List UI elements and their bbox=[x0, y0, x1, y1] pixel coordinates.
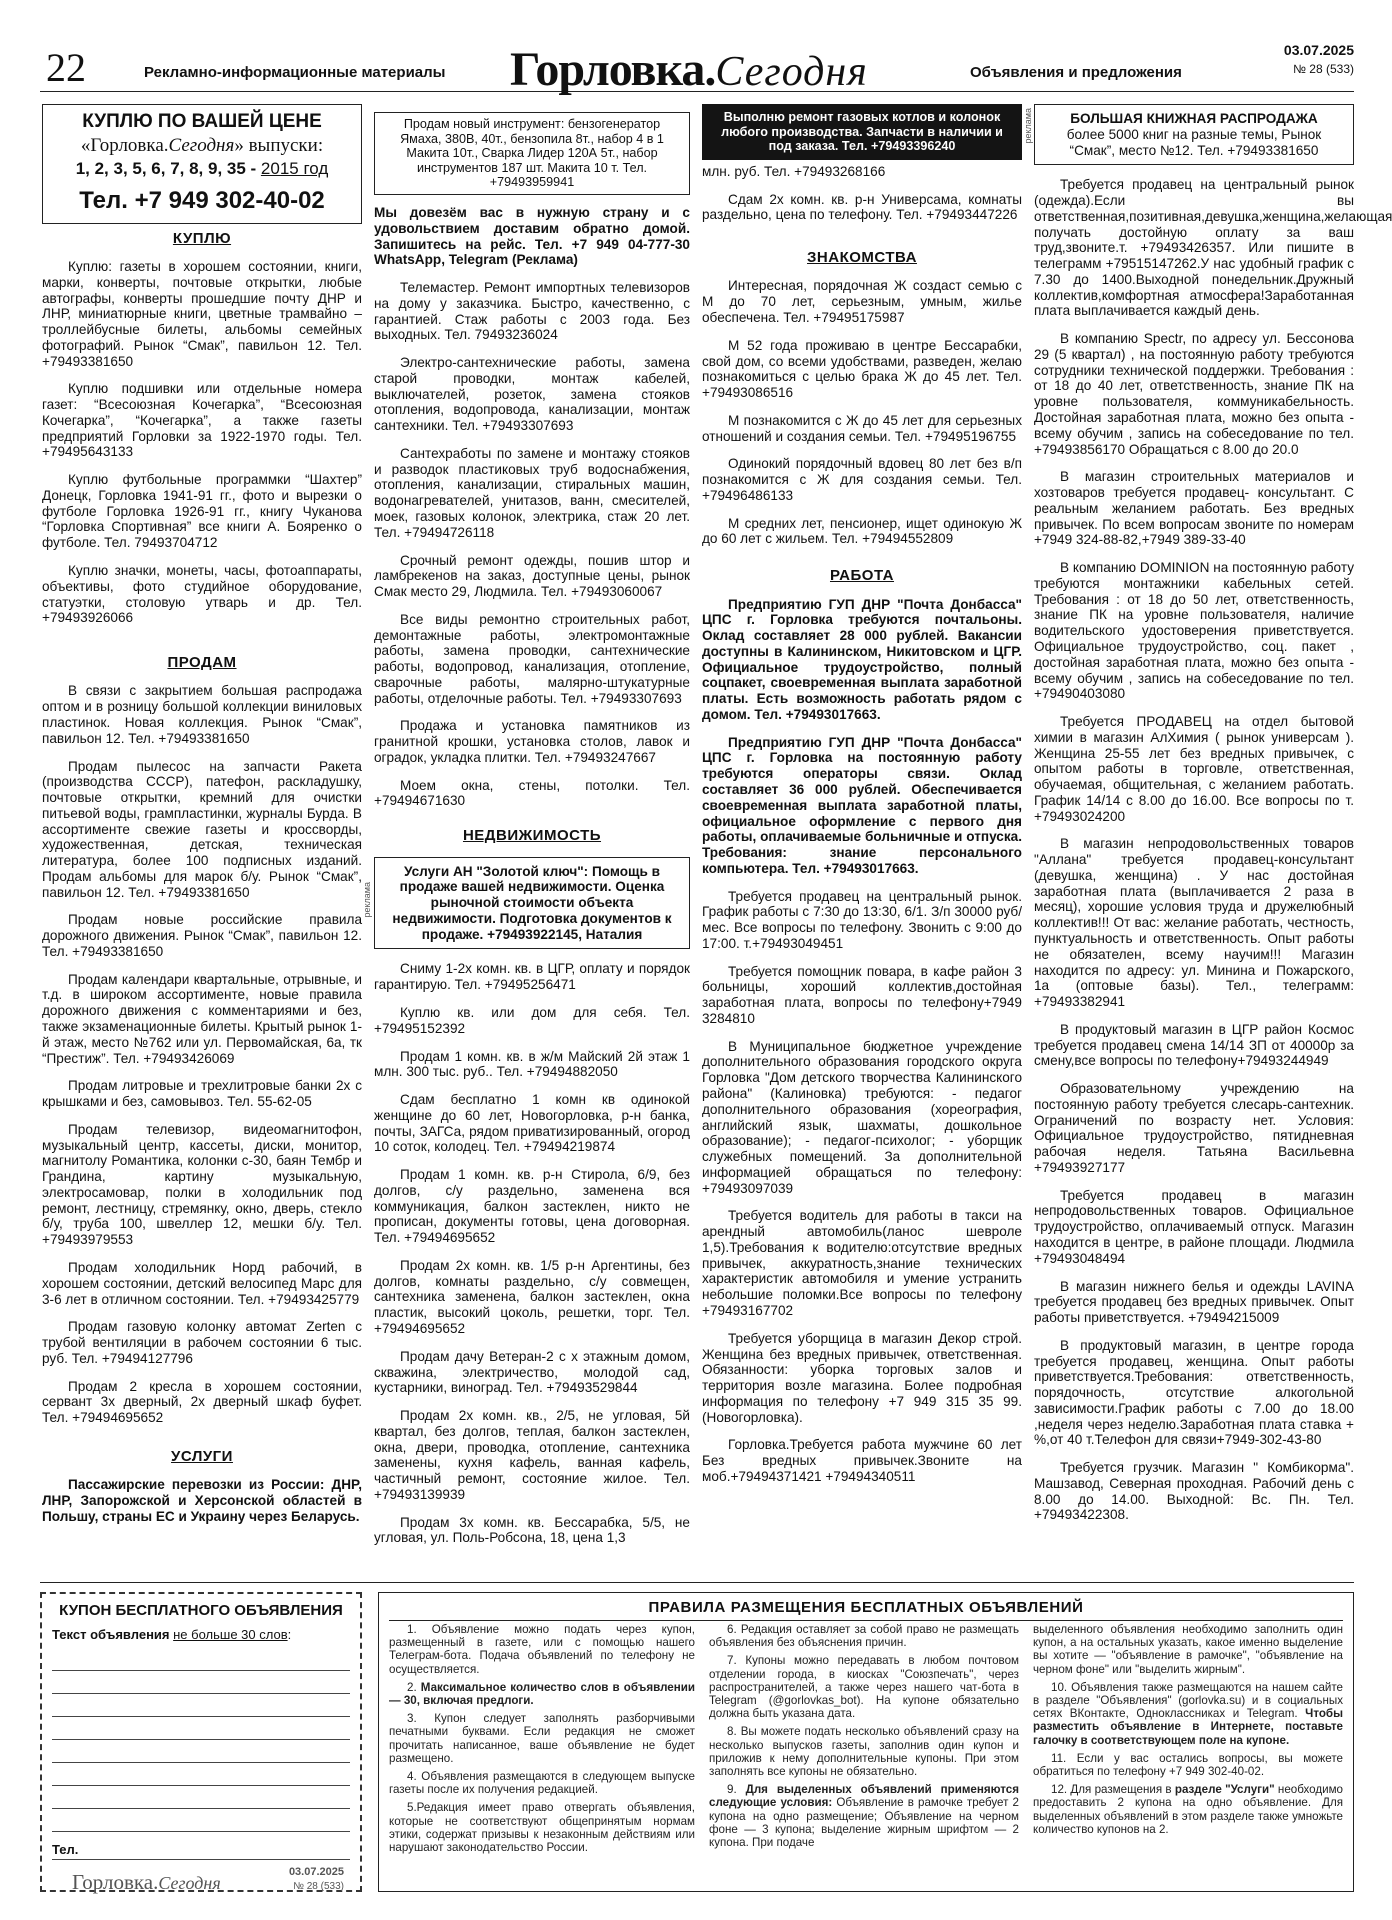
book-sale-text: более 5000 книг на разные темы, Рынок “Смак”, место №12. Тел. +79493381650 bbox=[1066, 126, 1322, 158]
ad-box-books bbox=[1034, 104, 1354, 165]
book-sale-title: БОЛЬШАЯ КНИЖНАЯ РАСПРОДАЖА bbox=[1070, 111, 1318, 126]
issue-date: 03.07.2025 bbox=[1283, 42, 1354, 58]
list-item: Образовательному учреждению на постоянную работу требуется слесарь-сантехник. Ограничений по возрасту нет. Условия: Официальное трудоустройство, пятидневная рабочая неделя. Татьяна Васильевна +79493927177 bbox=[1034, 1081, 1354, 1175]
coupon-text-lines[interactable] bbox=[52, 1648, 350, 1832]
coupon-line[interactable] bbox=[52, 1717, 350, 1740]
column-1 bbox=[42, 104, 362, 1537]
list-item: Предприятию ГУП ДНР "Почта Донбасса" ЦПС г. Горловка требуются почтальоны. Оклад составляет 28 000 рублей. Вакансии доступны в Калининском, Никитовском и ЦГР. Официальное трудоустройство, полный соцпакет, своевременная выплата заработной платы. Есть возможность работать рядом с домом. Тел. +79493017663. bbox=[702, 596, 1022, 722]
page-header bbox=[40, 40, 1354, 96]
buy-box-phone: Тел. +7 949 302-40-02 bbox=[79, 186, 325, 214]
bottom-divider bbox=[40, 1582, 1354, 1583]
page-number: 22 bbox=[46, 45, 86, 90]
logo-script: Сегодня bbox=[715, 49, 868, 95]
section-title-work: РАБОТА bbox=[829, 567, 895, 585]
list-item: Требуется продавец на центральный рынок (одежда).Если вы ответственная,позитивная,девушка,женщина,желающая получать достойную оплату за ваш труд,звоните.т. +79493426357. Или пишите в телеграмм +79515147262.У нас удобный график с 7.30 до 1400.Выходной понедельник.Дружный коллектив,комфортная атмосфера!Заработанная плата выплачивается каждый день. bbox=[1034, 177, 1392, 319]
newspaper-logo bbox=[510, 43, 868, 96]
rule-item: 4. Объявления размещаются в следующем выпуске газеты после их получения редакцией. bbox=[389, 1770, 695, 1797]
list-item: Сантехработы по замене и монтажу стояков и разводок пластиковых труб водоснабжения, отопления, канализации, стиральных машин, водонагревателей, унитазов, ванн, смесителей, моек, газовых колонок, электрика, стаж 20 лет. Тел. +79494726118 bbox=[374, 445, 690, 540]
ad-box-realty: Услуги АН "Золотой ключ": Помощь в продаже вашей недвижимости. Оценка рыночной стоимости объекта недвижимости. Подготовка документов к продаже. +79493922145, Наталия bbox=[374, 857, 690, 950]
list-item: В продуктовый магазин, в центре города требуется продавец, женщина. Опыт работы приветствуется.Требования: ответственность, порядочность, отсутствие алкогольной зависимости.График работы с 7.00 до 18.00 ,неделя через неделю.Заработная плата ставка + %,от 40 т.Телефон для связи+7949-302-43-80 bbox=[1034, 1337, 1354, 1448]
list-item: Требуется помощник повара, в кафе район 3 больницы, хороший коллектив,достойная заработная плата, вопросы по телефону+7949 3284810 bbox=[702, 963, 1022, 1026]
list-item: М средних лет, пенсионер, ищет одинокую Ж до 60 лет с жильем. Тел. +79494552809 bbox=[702, 515, 1022, 547]
rule-item: 8. Вы можете подать несколько объявлений сразу на несколько выпусков газеты, заполнив один купон и приложив к нему дополнительные купоны. При этом заполнять все купоны не обязательно. bbox=[709, 1725, 1019, 1779]
column-2 bbox=[374, 104, 690, 1558]
list-item: Сдам 2х комн. кв. р-н Универсама, комнаты раздельно, цена по телефону. Тел. +79493447226 bbox=[702, 191, 1022, 223]
buy-issues-box bbox=[42, 104, 362, 224]
rules-column-3 bbox=[1033, 1623, 1343, 1841]
coupon-logo: Горловка.Сегодня bbox=[72, 1870, 221, 1894]
list-item: Куплю значки, монеты, часы, фотоаппараты, объективы, фото студийное оборудование, статуэтки, столовую утварь и др. Тел. +79493926066 bbox=[42, 563, 362, 626]
list-item: М 52 года проживаю в центре Бессарабки, свой дом, со всеми удобствами, разведен, желаю познакомиться с целью брака Ж до 45 лет. Тел. +79493086516 bbox=[702, 337, 1022, 401]
list-item: В продуктовый магазин в ЦГР район Космос требуется продавец смена 14/14 ЗП от 40000р за смену,все вопросы по телефону+79493244949 bbox=[1034, 1021, 1354, 1069]
list-item: Продам 2х комн. кв. 1/5 р-н Аргентины, без долгов, комнаты раздельно, с/у совмещен, сантехника заменена, балкон застеклен, окна пластик, высокий цоколь, решетки, торг. Тел. +79494695652 bbox=[374, 1257, 690, 1336]
coupon-issue: № 28 (533) bbox=[293, 1881, 344, 1892]
list-item: В компанию DOMINION на постоянную работу требуются монтажники кабельных сетей. Требования : от 18 до 50 лет, ответственность, знание ПК на уровне пользователя, наличие водительского удостоверения приветствуется. Официальное трудоустройство, соц. пакет , достойная заработная плата, можно без опыта - всему обучим , запись на собеседование по тел. +79490403080 bbox=[1034, 560, 1354, 702]
section-title-services: УСЛУГИ bbox=[171, 1447, 233, 1465]
list-item: Требуется продавец на центральный рынок. График работы с 7:30 до 13:30, 6/1. З/п 30000 руб/ мес. Все вопросы по телефону. Звонить с 9:00 до 17:00. т.+79493049451 bbox=[702, 888, 1022, 951]
rule-item: 6. Редакция оставляет за собой право не размещать объявления без объяснения причин. bbox=[709, 1623, 1019, 1650]
list-item: Сниму 1-2х комн. кв. в ЦГР, оплату и порядок гарантирую. Тел. +79495256471 bbox=[374, 961, 690, 993]
list-item: Продам телевизор, видеомагнитофон, музыкальный центр, кассеты, диски, монитор, магнитолу Романтика, колонки с-30, баян Тембр и Грандина, картину музыкальную, электросамовар, полки в холодильник под ремонт, лестницу, стремянку, окно, дверь, стекло б/у, труба 100, швеллер 12, мешки б/у. Тел. +79493979553 bbox=[42, 1121, 362, 1248]
coupon-phone-field[interactable]: Тел. bbox=[52, 1842, 350, 1860]
logo-main: Горловка. bbox=[510, 43, 716, 96]
coupon-line[interactable] bbox=[52, 1740, 350, 1763]
list-item: В магазин строительных материалов и хозтоваров требуется продавец- консультант. С реальным желанием работать. Без вредных привычек. По всем вопросам звоните по номерам +7949 324-88-82,+7949 389-33-40 bbox=[1034, 469, 1354, 548]
list-item: Продам пылесос на запчасти Ракета (производства СССР), патефон, раскладушку, почтовые открытки, кремний для очистки питьевой воды, грампластинки, журналы Бурда. В ассортименте свежие газеты и кроссворды, художественная, детская, техническая литература, более 100 подписных изданий. Продам альбомы для марок б/у. Рынок “Смак”, павильон 12. Тел. +79493381650 bbox=[42, 758, 362, 900]
list-item: Продам холодильник Норд рабочий, в хорошем состоянии, детский велосипед Марс для 3-6 лет в отличном состоянии. Тел. +79493425779 bbox=[42, 1259, 362, 1307]
list-item: Продам 2 кресла в хорошем состоянии, сервант 3х дверный, 2х дверный шкаф буфет. Тел. +79494695652 bbox=[42, 1378, 362, 1426]
list-item: Продам 1 комн. кв. р-н Стирола, 6/9, без долгов, с/у раздельно, заменена вся коммуникация, балкон застеклен, никто не прописан, документы готовы, цена договорная. Тел. +79494695652 bbox=[374, 1167, 690, 1246]
list-item: В компанию Spectr, по адресу ул. Бессонова 29 (5 квартал) , на постоянную работу требуются сотрудники технической поддержки. Требования : от 18 до 40 лет, ответственность, знание ПК на уровне пользователя, коммуникабельность. Достойная заработная плата, можно без опыта - всему обучим , запись на собеседование по тел. +79493856170 Обращаться с 8.00 до 20.0 bbox=[1034, 331, 1354, 457]
list-item: В магазин непродовольственных товаров "Аллана" требуется продавец-консультант (девушка, женщина) . У нас достойная заработная плата (выплачивается 2 раза в месяц), хорошие условия труда и дружелюбный коллектив!!! От вас: желание работать, честность, пунктуальность и ответственность. Опыт работы не обязателен, всему научим!!! Магазин находится по адресу: ул. Минина и Пожарского, 1а (оптовые базы). Тел., телеграмм: +79493382941 bbox=[1034, 836, 1354, 1010]
coupon-line[interactable] bbox=[52, 1786, 350, 1809]
ad-box-gas-repair: Выполню ремонт газовых котлов и колонок любого производства. Запчасти в наличии и под заказа. Тел. +79493396240 bbox=[702, 104, 1022, 160]
buy-box-title: КУПЛЮ ПО ВАШЕЙ ЦЕНЕ bbox=[82, 111, 322, 132]
list-item: Продам 2х комн. кв., 2/5, не угловая, 5й квартал, без долгов, теплая, балкон застеклен, окна, двери, проводка, отопление, сантехника заменены, кухня кафель, ванная кафель, частичный ремонт, состояние жилое. Тел. +79493139939 bbox=[374, 1408, 690, 1502]
buy-box-issues: 1, 2, 3, 5, 6, 7, 8, 9, 35 - 2015 год bbox=[75, 159, 329, 179]
list-item: Интересная, порядочная Ж создаст семью с М до 70 лет, серьезным, умным, жилье обеспечена. Тел. +79495175987 bbox=[702, 278, 1022, 325]
coupon-line[interactable] bbox=[52, 1694, 350, 1717]
list-item: Продам 1 комн. кв. в ж/м Майский 2й этаж 1 млн. 300 тыс. руб.. Тел. +79494882050 bbox=[374, 1048, 690, 1080]
rule-item: 12. Для размещения в разделе "Услуги" необходимо предоставить 2 купона на одно объявление. Для выделенных объявлений в этом разделе также умножьте количество купонов на 2. bbox=[1033, 1783, 1343, 1836]
rule-item: 3. Купон следует заполнять разборчивыми печатными буквами. Если редакция не сможет прочитать написанное, ваше объявление не будет размещено. bbox=[389, 1712, 695, 1765]
issue-number: № 28 (533) bbox=[1293, 62, 1354, 76]
coupon-text-label: Текст объявления не больше 30 слов: bbox=[52, 1627, 292, 1642]
free-ad-coupon[interactable] bbox=[40, 1592, 362, 1892]
rules-column-1 bbox=[389, 1623, 695, 1859]
section-title-sell: ПРОДАМ bbox=[167, 654, 237, 672]
column-4 bbox=[1034, 104, 1392, 1535]
coupon-line[interactable] bbox=[52, 1763, 350, 1786]
rule-item: выделенного объявления необходимо заполнить один купон, а на остальных указать, какое именно выделение вы хотите — "объявление в рамочке", "объявление на черном фоне" или "выделить жирным". bbox=[1033, 1623, 1343, 1676]
coupon-title: КУПОН БЕСПЛАТНОГО ОБЪЯВЛЕНИЯ bbox=[59, 1602, 343, 1619]
list-item: Все виды ремонтно строительных работ, демонтажные работы, электромонтажные работы, замена проводки, сантехнические работы, водопровод, канализация, отопление, сварочные работы, малярно-штукатурные работы, отделочные работы. Тел. +79493307693 bbox=[374, 611, 690, 706]
list-item: Срочный ремонт одежды, пошив штор и ламбрекенов на заказ, доступные цены, рынок Смак место 29, Людмила. Тел. +79493060067 bbox=[374, 552, 690, 600]
list-item: Сдам бесплатно 1 комн кв одинокой женщине до 60 лет, Новогорловка, р-н банка, почты, ЗАГСа, рядом приватизированный, огород 10 соток, колодец. Тел. +79494219874 bbox=[374, 1092, 690, 1155]
list-item: Куплю подшивки или отдельные номера газет: “Всесоюзная Кочегарка”, “Всесоюзная Кочегарка”, “Кочегарка”, а также газеты предприятий Горловки за 1922-1970 годы. Тел. +79495643133 bbox=[42, 381, 362, 460]
buy-box-subtitle: «Горловка.Сегодня» выпуски: bbox=[80, 135, 324, 157]
rule-item: 7. Купоны можно передавать в любом почтовом отделении города, в киосках "Союзпечать", через распространителей, а также через нашего чат-бота в Telegram (@gorlovkas_bot). На купоне обязательно должна быть указана дата. bbox=[709, 1654, 1019, 1721]
list-item: Продам газовую колонку автомат Zerten с трубой вентиляции в рабочем состоянии 6 тыс. руб. Тел. +79494127796 bbox=[42, 1319, 362, 1366]
list-item: млн. руб. Тел. +79493268166 bbox=[702, 163, 886, 179]
list-item: Мы довезём вас в нужную страну и с удовольствием доставим обратно домой. Запишитесь на рейс. Тел. +7 949 04-777-30 WhatsApp, Telegram (Реклама) bbox=[374, 204, 690, 268]
list-item: Куплю: газеты в хорошем состоянии, книги, марки, конверты, почтовые открытки, любые автографы, конверты прошедшие почту ДНР и ЛНР, миниатюрные книги, цветные трамвайно – троллейбусные билеты, альбомы семейных фотографий. Рынок “Смак”, павильон 12. Тел. +79493381650 bbox=[42, 259, 362, 369]
rule-item: 5.Редакция имеет право отвергать объявления, которые не соответствуют общепринятым нормам этики, содержат призывы к незаконным действиям или нарушают законодательство России. bbox=[389, 1801, 695, 1855]
section-title-buy: КУПЛЮ bbox=[172, 229, 232, 247]
list-item: Продажа и установка памятников из гранитной крошки, установка столов, лавок и оградок, укладка плитки. Тел. +79493247667 bbox=[374, 718, 690, 765]
list-item: Телемастер. Ремонт импортных телевизоров на дому у заказчика. Быстро, качественно, с гарантией. Стаж работы с 2003 года. Без выходных. Тел. 79493236024 bbox=[374, 280, 690, 343]
list-item: Горловка.Требуется работа мужчине 60 лет Без вредных привычек.Звоните на моб.+79494371421 +79494340511 bbox=[702, 1437, 1022, 1484]
list-item: Куплю футбольные программки “Шахтер” Донецк, Горловка 1941-91 гг., фото и вырезки о футболе Горловка 1926-91 гг., книгу Чуканова “Горловка Спортивная” все книги А. Бояренко о футболе. Тел. 79493704712 bbox=[42, 472, 362, 551]
list-item: Моем окна, стены, потолки. Тел. +79494671630 bbox=[374, 777, 690, 809]
coupon-date: 03.07.2025 bbox=[288, 1866, 344, 1878]
list-item: Требуется продавец в магазин непродовольственных товаров. Официальное трудоустройство, оплачиваемый отпуск. Магазин находится в центре, в районе площади. Людмила +79493048494 bbox=[1034, 1187, 1354, 1266]
rules-title: ПРАВИЛА РАЗМЕЩЕНИЯ БЕСПЛАТНЫХ ОБЪЯВЛЕНИЙ bbox=[648, 1599, 1084, 1616]
ad-box-tools: Продам новый инструмент: бензогенератор Ямаха, 380В, 40т., бензопила 8т., набор 4 в 1 Макита 10т., Сварка Лидер 120А 5т., набор инструментов 187 шт. Макита 10 т. Тел. +79493959941 bbox=[374, 112, 690, 195]
list-item: Электро-сантехнические работы, замена старой проводки, монтаж кабелей, выключателей, розеток, замена стояков отопления, водопровода, канализации, монтаж сантехники. Тел. +79493307693 bbox=[374, 355, 690, 434]
ad-side-tag: реклама bbox=[362, 882, 372, 918]
rules-box bbox=[378, 1592, 1354, 1892]
list-item: Продам календари квартальные, отрывные, и т.д. в широком ассортименте, новые правила дорожного движения с комментариями и без, также экзаменационные билеты. Крытый рынок 1-й этаж, место №762 или ул. Первомайская, 6а, тк “Престиж”. Тел. +79493426069 bbox=[42, 971, 362, 1066]
list-item: Требуется ПРОДАВЕЦ на отдел бытовой химии в магазин АлХимия ( рынок универсам ). Женщина 25-55 лет без вредных привычек, с опытом работы в торговле, ответственная, обучаемая, общительная, с желанием работать. График 14/14 с 8.00 до 16.00. Все вопросы по т. +79493024200 bbox=[1034, 714, 1354, 824]
rule-item: 9. Для выделенных объявлений применяются следующие условия: Объявление в рамочке требует 2 купона на одно размещение; Объявление на черном фоне — 3 купона; выделение жирным шрифтом — 2 купона. При подаче bbox=[709, 1783, 1019, 1850]
rule-item: 2. Максимальное количество слов в объявлении — 30, включая предлоги. bbox=[389, 1680, 695, 1708]
list-item: Продам дачу Ветеран-2 с х этажным домом, скважина, электричество, молодой сад, кустарники, виноград. Тел. +79493529844 bbox=[374, 1348, 690, 1396]
section-label-left: Рекламно-информационные материалы bbox=[144, 64, 446, 81]
list-item: Требуется водитель для работы в такси на арендный автомобиль(ланос шевроле 1,5).Требования к водителю:отсутствие вредных привычек, аккуратность,знание технических характеристик автомобиля и умение устранить небольшие поломки.Все вопросы по телефону +79493167702 bbox=[702, 1208, 1022, 1318]
list-item: Одинокий порядочный вдовец 80 лет без в/п познакомится с Ж для создания семьи. Тел. +79496486133 bbox=[702, 456, 1022, 503]
list-item: Продам новые российские правила дорожного движения. Рынок “Смак”, павильон 12. Тел. +79493381650 bbox=[42, 912, 362, 959]
list-item: Требуется грузчик. Магазин " Комбикорма". Машзавод, Северная проходная. Рабочий день с 8.00 до 14.00. Выходной: Вс. Пн. Тел. +79493422308. bbox=[1034, 1460, 1354, 1523]
rules-title-underline bbox=[389, 1620, 1343, 1621]
rules-column-2 bbox=[709, 1623, 1019, 1854]
list-item: Пассажирские перевозки из России: ДНР, ЛНР, Запорожской и Херсонской областей в Польшу, страны ЕС и Украину через Беларусь. bbox=[42, 1477, 362, 1524]
rule-item: 1. Объявление можно подать через купон, размещенный в газете, или с помощью нашего Телеграм-бота. Подача объявлений по телефону не осуществляется. bbox=[389, 1623, 695, 1676]
list-item: Куплю кв. или дом для себя. Тел. +79495152392 bbox=[374, 1004, 690, 1036]
section-title-dating: ЗНАКОМСТВА bbox=[807, 249, 917, 267]
column-3 bbox=[702, 104, 1022, 1497]
list-item: В магазин нижнего белья и одежды LAVINA требуется продавец без вредных привычек. Опыт работы приветствуется. +79494215009 bbox=[1034, 1278, 1354, 1326]
coupon-line[interactable] bbox=[52, 1809, 350, 1832]
list-item: Продам 3х комн. кв. Бессарабка, 5/5, не угловая, ул. Поль-Робсона, 18, цена 1,3 bbox=[374, 1514, 690, 1546]
list-item: М познакомится с Ж до 45 лет для серьезных отношений и создания семьи. Тел. +79495196755 bbox=[702, 412, 1022, 444]
rule-item: 10. Объявления также размещаются на нашем сайте в разделе "Объявления" (gorlovka.su) и в социальных сетях ВКонтакте, Одноклассниках и Telegram. Чтобы разместить объявление в Интернете, поставьте галочку в соответствующем поле на купоне. bbox=[1033, 1680, 1343, 1747]
section-title-realty: НЕДВИЖИМОСТЬ bbox=[462, 827, 602, 845]
rule-item: 11. Если у вас остались вопросы, вы можете обратиться по телефону +7 949 302-40-02. bbox=[1033, 1751, 1343, 1779]
list-item: Продам литровые и трехлитровые банки 2х с крышками и без, самовывоз. Тел. 55-62-05 bbox=[42, 1078, 362, 1110]
coupon-line[interactable] bbox=[52, 1671, 350, 1694]
section-label-right: Объявления и предложения bbox=[970, 64, 1182, 81]
coupon-footer bbox=[52, 1866, 350, 1900]
ad-side-tag: реклама bbox=[1023, 108, 1033, 144]
list-item: В Муниципальное бюджетное учреждение дополнительного образования городского округа Горловка "Дом детского творчества Калининского района" (Калиновка) требуются: - педагог дополнительного образования (хореография, английский язык, шахматы, дошкольное образование); - педагог-психолог; - уборщик служебных помещений. За дополнительной информацией обращаться по телефону: +79493097039 bbox=[702, 1038, 1022, 1196]
list-item: В связи с закрытием большая распродажа оптом и в розницу большой коллекции виниловых пластинок. Новая коллекция. Рынок “Смак”, павильон 12. Тел. +79493381650 bbox=[42, 683, 362, 746]
coupon-line[interactable] bbox=[52, 1648, 350, 1671]
list-item: Требуется уборщица в магазин Декор строй. Женщина без вредных привычек, ответственная. Обязанности: уборка торговых залов и территория возле магазина. Более подробная информация по телефону +7 949 315 35 99. (Новогорловка). bbox=[702, 1330, 1022, 1425]
list-item: Предприятию ГУП ДНР "Почта Донбасса" ЦПС г. Горловка на постоянную работу требуются операторы связи. Оклад составляет 36 000 рублей. Обеспечивается своевременная выплата заработной платы, официальное оформление с первого дня работы, оплачиваемые больничные и отпуска. Требования: знание персонального компьютера. Тел. +79493017663. bbox=[702, 734, 1022, 876]
